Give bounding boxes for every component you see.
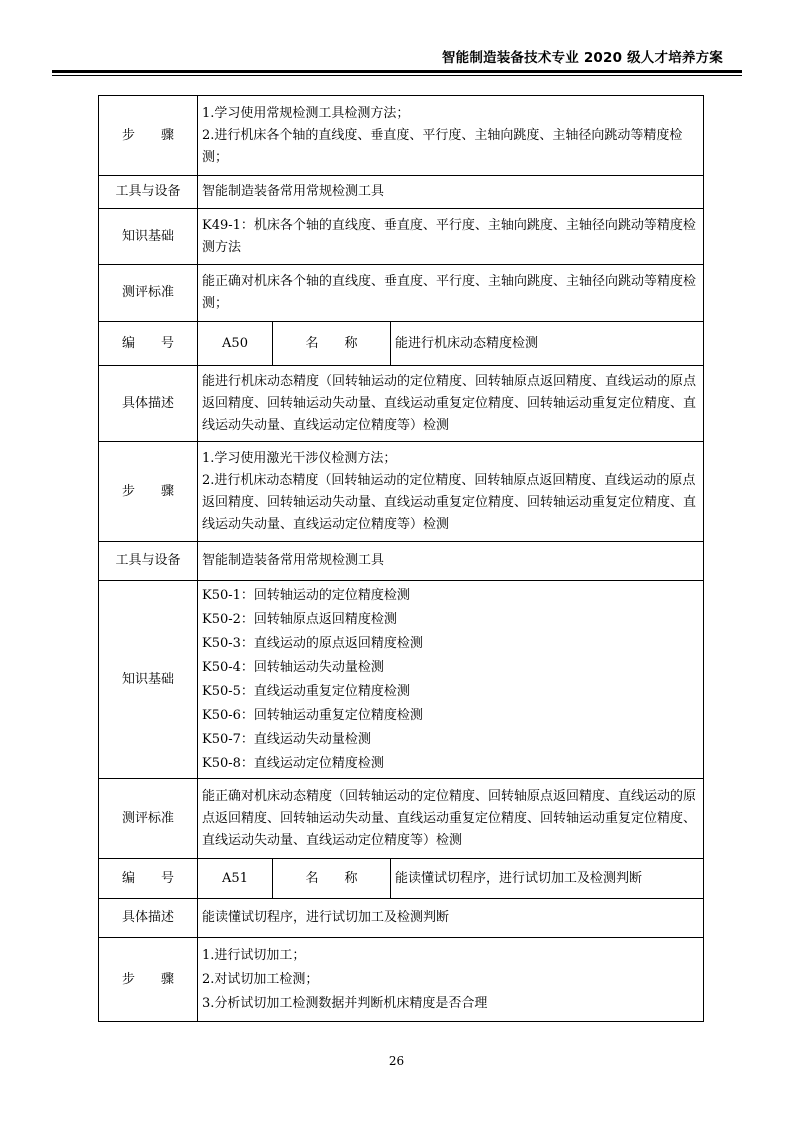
- table-row: [99, 442, 704, 542]
- knowledge-content: [198, 581, 704, 779]
- steps-content: [198, 442, 704, 542]
- id-label: 编号: [99, 859, 198, 899]
- knowledge-item: K50-3：直线运动的原点返回精度检测: [202, 635, 423, 651]
- knowledge-item: K50-2：回转轴原点返回精度检测: [202, 611, 397, 627]
- knowledge-item: K49-1：机床各个轴的直线度、垂直度、平行度、主轴向跳度、主轴径向跳动等精度检测方法: [202, 217, 696, 255]
- criteria-content: 能正确对机床各个轴的直线度、垂直度、平行度、主轴向跳度、主轴径向跳动等精度检测；: [198, 265, 704, 322]
- knowledge-item: K50-7：直线运动失动量检测: [202, 731, 371, 747]
- table-row: [99, 265, 704, 322]
- knowledge-item: K50-8：直线运动定位精度检测: [202, 755, 384, 771]
- knowledge-item: K50-4：回转轴运动失动量检测: [202, 659, 384, 675]
- steps-content: [198, 96, 704, 176]
- table-row: [99, 322, 704, 366]
- tools-content: 智能制造装备常用常规检测工具: [198, 542, 704, 581]
- step-line: 2.对试切加工检测；: [202, 971, 319, 987]
- table-row: [99, 581, 704, 779]
- step-line: 1.学习使用激光干涉仪检测方法；: [202, 450, 397, 466]
- table-row: [99, 779, 704, 859]
- tools-content: 智能制造装备常用常规检测工具: [198, 176, 704, 209]
- id-value: A50: [198, 322, 273, 366]
- tools-label: 工具与设备: [99, 542, 198, 581]
- knowledge-item: K50-1：回转轴运动的定位精度检测: [202, 587, 410, 603]
- desc-label: 具体描述: [99, 899, 198, 938]
- header-rule-thin: [52, 75, 742, 76]
- table-row: [99, 366, 704, 442]
- document-header-title: 智能制造装备技术专业 2020 级人才培养方案: [441, 50, 723, 66]
- step-line: 1.进行试切加工；: [202, 947, 306, 963]
- step-line: 2.进行机床各个轴的直线度、垂直度、平行度、主轴向跳度、主轴径向跳动等精度检测；: [202, 127, 683, 165]
- criteria-content: 能正确对机床动态精度（回转轴运动的定位精度、回转轴原点返回精度、直线运动的原点返回精度、回转轴运动失动量、直线运动重复定位精度、回转轴运动重复定位精度、直线运动失动量、直线运动定位精度等）检测: [198, 779, 704, 859]
- steps-label: 步骤: [99, 442, 198, 542]
- table-row: [99, 176, 704, 209]
- knowledge-item: K50-6：回转轴运动重复定位精度检测: [202, 707, 423, 723]
- tools-label: 工具与设备: [99, 176, 198, 209]
- desc-content: 能读懂试切程序，进行试切加工及检测判断: [198, 899, 704, 938]
- table-row: [99, 542, 704, 581]
- steps-content: [198, 938, 704, 1022]
- knowledge-label: 知识基础: [99, 581, 198, 779]
- name-label: 名称: [273, 859, 391, 899]
- step-line: 1.学习使用常规检测工具检测方法；: [202, 105, 410, 121]
- knowledge-label: 知识基础: [99, 209, 198, 265]
- name-label: 名称: [273, 322, 391, 366]
- name-value: 能读懂试切程序，进行试切加工及检测判断: [391, 859, 704, 899]
- knowledge-content: [198, 209, 704, 265]
- steps-label: 步骤: [99, 938, 198, 1022]
- page-number: 26: [388, 1054, 405, 1068]
- desc-content: 能进行机床动态精度（回转轴运动的定位精度、回转轴原点返回精度、直线运动的原点返回精度、回转轴运动失动量、直线运动重复定位精度、回转轴运动重复定位精度、直线运动失动量、直线运动定位精度等）检测: [198, 366, 704, 442]
- name-value: 能进行机床动态精度检测: [391, 322, 704, 366]
- header-rule-thick: [52, 70, 742, 73]
- table-row: [99, 209, 704, 265]
- ability-table: [98, 95, 704, 1022]
- desc-label: 具体描述: [99, 366, 198, 442]
- table-row: [99, 899, 704, 938]
- table-row: [99, 859, 704, 899]
- criteria-label: 测评标准: [99, 265, 198, 322]
- step-line: 3.分析试切加工检测数据并判断机床精度是否合理: [202, 995, 488, 1011]
- step-line: 2.进行机床动态精度（回转轴运动的定位精度、回转轴原点返回精度、直线运动的原点返回精度、回转轴运动失动量、直线运动重复定位精度、回转轴运动重复定位精度、直线运动失动量、直线运动定位精度等）检测: [202, 472, 697, 532]
- knowledge-item: K50-5：直线运动重复定位精度检测: [202, 683, 410, 699]
- table-row: [99, 938, 704, 1022]
- criteria-label: 测评标准: [99, 779, 198, 859]
- steps-label: 步骤: [99, 96, 198, 176]
- table-row: [99, 96, 704, 176]
- id-value: A51: [198, 859, 273, 899]
- id-label: 编号: [99, 322, 198, 366]
